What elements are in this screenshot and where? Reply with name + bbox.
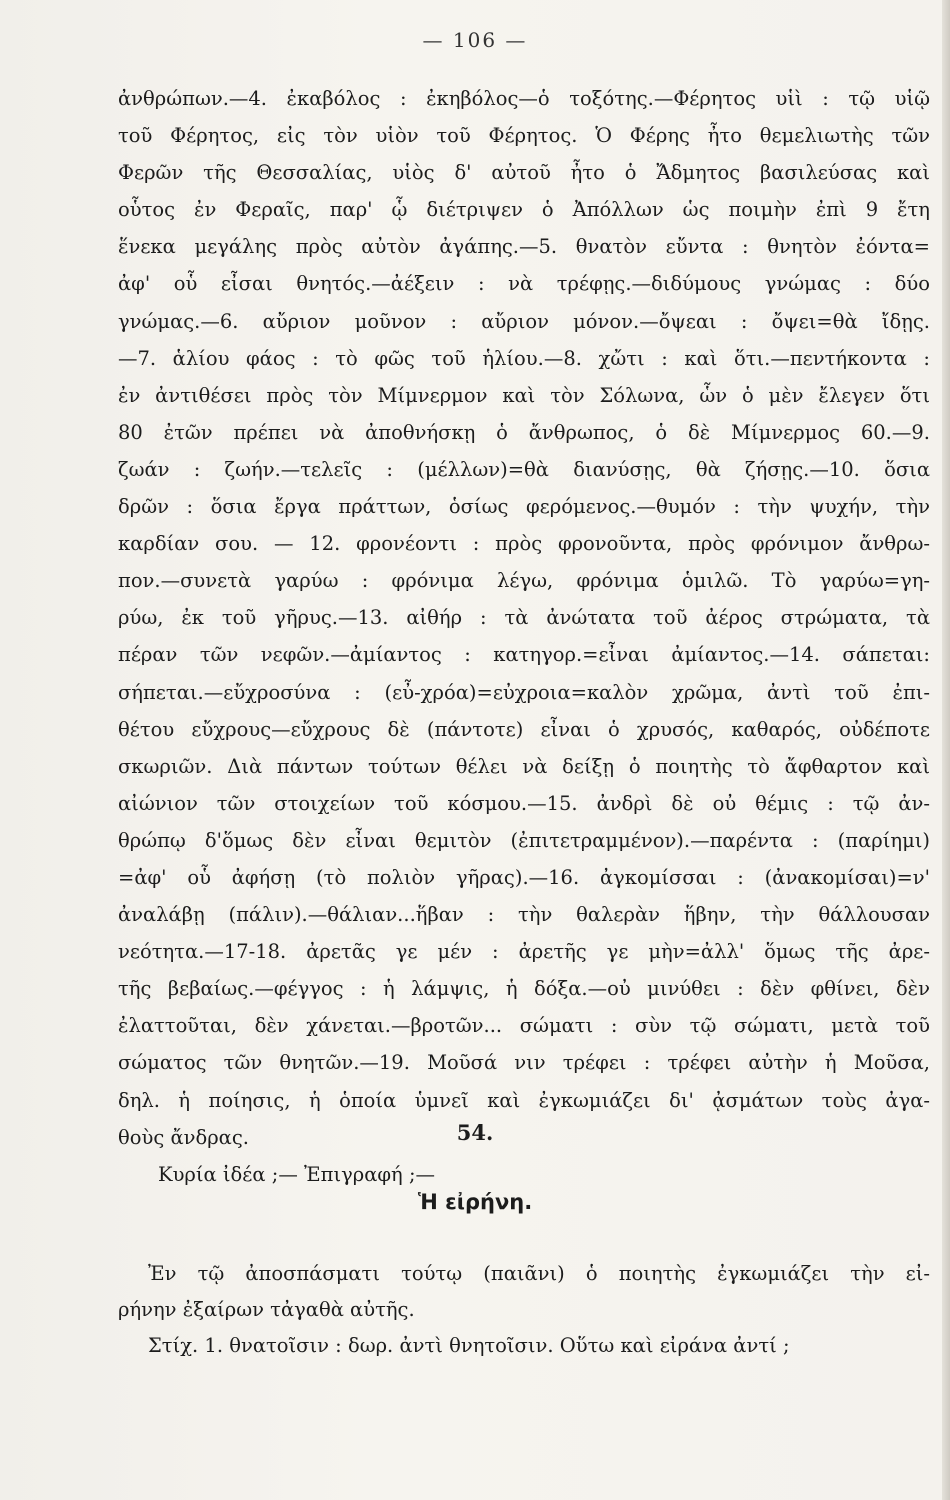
commentary-block — [118, 80, 930, 1193]
page-number: — 106 — — [422, 28, 528, 52]
questions-line: Κυρία ἰδέα ;— Ἐπιγραφή ;— — [158, 1162, 436, 1186]
section-title: Ἡ εἰρήνη. — [417, 1190, 533, 1214]
section-number: 54. — [456, 1120, 494, 1145]
commentary-line: οὗτος ἐν Φεραῖς, παρ' ᾧ διέτριψεν ὁ Ἀπόλλων ὡς ποιμὴν ἐπὶ 9 ἔτη — [118, 198, 930, 222]
commentary-line: θοὺς ἄνδρας. — [118, 1125, 249, 1149]
verse-note-line: Στίχ. 1. θνατοῖσιν : δωρ. ἀντὶ θνητοῖσιν. Οὕτω καὶ εἰράνα ἀντί ; — [148, 1334, 790, 1357]
commentary-line: ἀνθρώπων.—4. ἐκαβόλος : ἐκηβόλος—ὁ τοξότης.—Φέρητος υἱὶ : τῷ υἱῷ — [118, 87, 930, 110]
commentary-line: Φερῶν τῆς Θεσσαλίας, υἱὸς δ' αὐτοῦ ἦτο ὁ Ἄδμητος βασιλεύσας καὶ — [118, 161, 930, 185]
commentary-line: θέτου εὔχρους—εὔχρους δὲ (πάντοτε) εἶναι ὁ χρυσός, καθαρός, οὐδέποτε — [118, 717, 930, 741]
commentary-line: =ἀφ' οὗ ἀφήσῃ (τὸ πολιὸν γῆρας).—16. ἀγκομίσσαι : (ἀνακομίσαι)=ν' — [118, 865, 930, 889]
commentary-line: ἀναλάβῃ (πάλιν).—θάλιαν...ἥβαν : τὴν θαλερὰν ἥβην, τὴν θάλλουσαν — [118, 903, 930, 927]
commentary-line: σώματος τῶν θνητῶν.—19. Μοῦσά νιν τρέφει : τρέφει αὐτὴν ἡ Μοῦσα, — [118, 1051, 930, 1075]
commentary-line: ρύω, ἐκ τοῦ γῆρυς.—13. αἰθήρ : τὰ ἀνώτατα τοῦ ἀέρος στρώματα, τὰ — [118, 606, 930, 630]
commentary-line: πέραν τῶν νεφῶν.—ἀμίαντος : κατηγορ.=εἶναι ἀμίαντος.—14. σάπεται: — [118, 643, 930, 667]
commentary-line: καρδίαν σου. — 12. φρονέοντι : πρὸς φρονοῦντα, πρὸς φρόνιμον ἄνθρω- — [118, 532, 930, 556]
commentary-line: ἐν ἀντιθέσει πρὸς τὸν Μίμνερμον καὶ τὸν Σόλωνα, ὧν ὁ μὲν ἔλεγεν ὅτι — [118, 383, 930, 407]
commentary-line: ἐλαττοῦται, δὲν χάνεται.—βροτῶν... σώματι : σὺν τῷ σώματι, μετὰ τοῦ — [118, 1014, 930, 1038]
page-edge — [942, 0, 950, 1500]
commentary-line: θρώπῳ δ'ὅμως δὲν εἶναι θεμιτὸν (ἐπιτετραμμένον).—παρέντα : (παρίημι) — [118, 828, 930, 852]
commentary-line: δρῶν : ὅσια ἔργα πράττων, ὁσίως φερόμενος.—θυμόν : τὴν ψυχήν, τὴν — [118, 495, 930, 519]
commentary-line: τῆς βεβαίως.—φέγγος : ἡ λάμψις, ἡ δόξα.—οὐ μινύθει : δὲν φθίνει, δὲν — [118, 977, 930, 1001]
commentary-line: πον.—συνετὰ γαρύω : φρόνιμα λέγω, φρόνιμα ὁμιλῶ. Τὸ γαρύω=γη- — [118, 569, 930, 593]
commentary-line: 80 ἐτῶν πρέπει νὰ ἀποθνήσκῃ ὁ ἄνθρωπος, ὁ δὲ Μίμνερμος 60.—9. — [118, 420, 930, 444]
commentary-line: σκωριῶν. Διὰ πάντων τούτων θέλει νὰ δείξῃ ὁ ποιητὴς τὸ ἄφθαρτον καὶ — [118, 754, 930, 778]
intro-line: ρήνην ἐξαίρων τἀγαθὰ αὐτῆς. — [118, 1298, 415, 1321]
commentary-line: αἰώνιον τῶν στοιχείων τοῦ κόσμου.—15. ἀνδρὶ δὲ οὐ θέμις : τῷ ἀν- — [118, 791, 930, 815]
commentary-line: ἀφ' οὗ εἶσαι θνητός.—ἀέξειν : νὰ τρέφῃς.—διδύμους γνώμας : δύο — [118, 272, 930, 296]
commentary-line: νεότητα.—17-18. ἀρετᾶς γε μέν : ἀρετῆς γε μὴν=ἀλλ' ὅμως τῆς ἀρε- — [118, 940, 930, 964]
commentary-line: δηλ. ἡ ποίησις, ἡ ὁποία ὑμνεῖ καὶ ἐγκωμιάζει δι' ᾀσμάτων τοὺς ἀγα- — [118, 1088, 930, 1112]
commentary-line: τοῦ Φέρητος, εἰς τὸν υἱὸν τοῦ Φέρητος. Ὁ Φέρης ἦτο θεμελιωτὴς τῶν — [118, 124, 930, 148]
commentary-line: ζωάν : ζωήν.—τελεῖς : (μέλλων)=θὰ διανύσῃς, θὰ ζήσῃς.—10. ὅσια — [118, 457, 930, 481]
commentary-line: —7. ἁλίου φάος : τὸ φῶς τοῦ ἡλίου.—8. χὤτι : καὶ ὅτι.—πεντήκοντα : — [118, 346, 930, 370]
commentary-line: ἕνεκα μεγάλης πρὸς αὐτὸν ἀγάπης.—5. θνατὸν εὔντα : θνητὸν ἐόντα= — [118, 235, 930, 259]
intro-line: Ἐν τῷ ἀποσπάσματι τούτῳ (παιᾶνι) ὁ ποιητὴς ἐγκωμιάζει τὴν εἰ- — [148, 1262, 930, 1285]
intro-block — [118, 1256, 930, 1364]
commentary-line: σήπεται.—εὔχροσύνα : (εὖ-χρόα)=εὐχροια=καλὸν χρῶμα, ἀντὶ τοῦ ἐπι- — [118, 680, 930, 704]
commentary-line: γνώμας.—6. αὔριον μοῦνον : αὔριον μόνον.—ὄψεαι : ὄψει=θὰ ἴδῃς. — [118, 309, 930, 333]
